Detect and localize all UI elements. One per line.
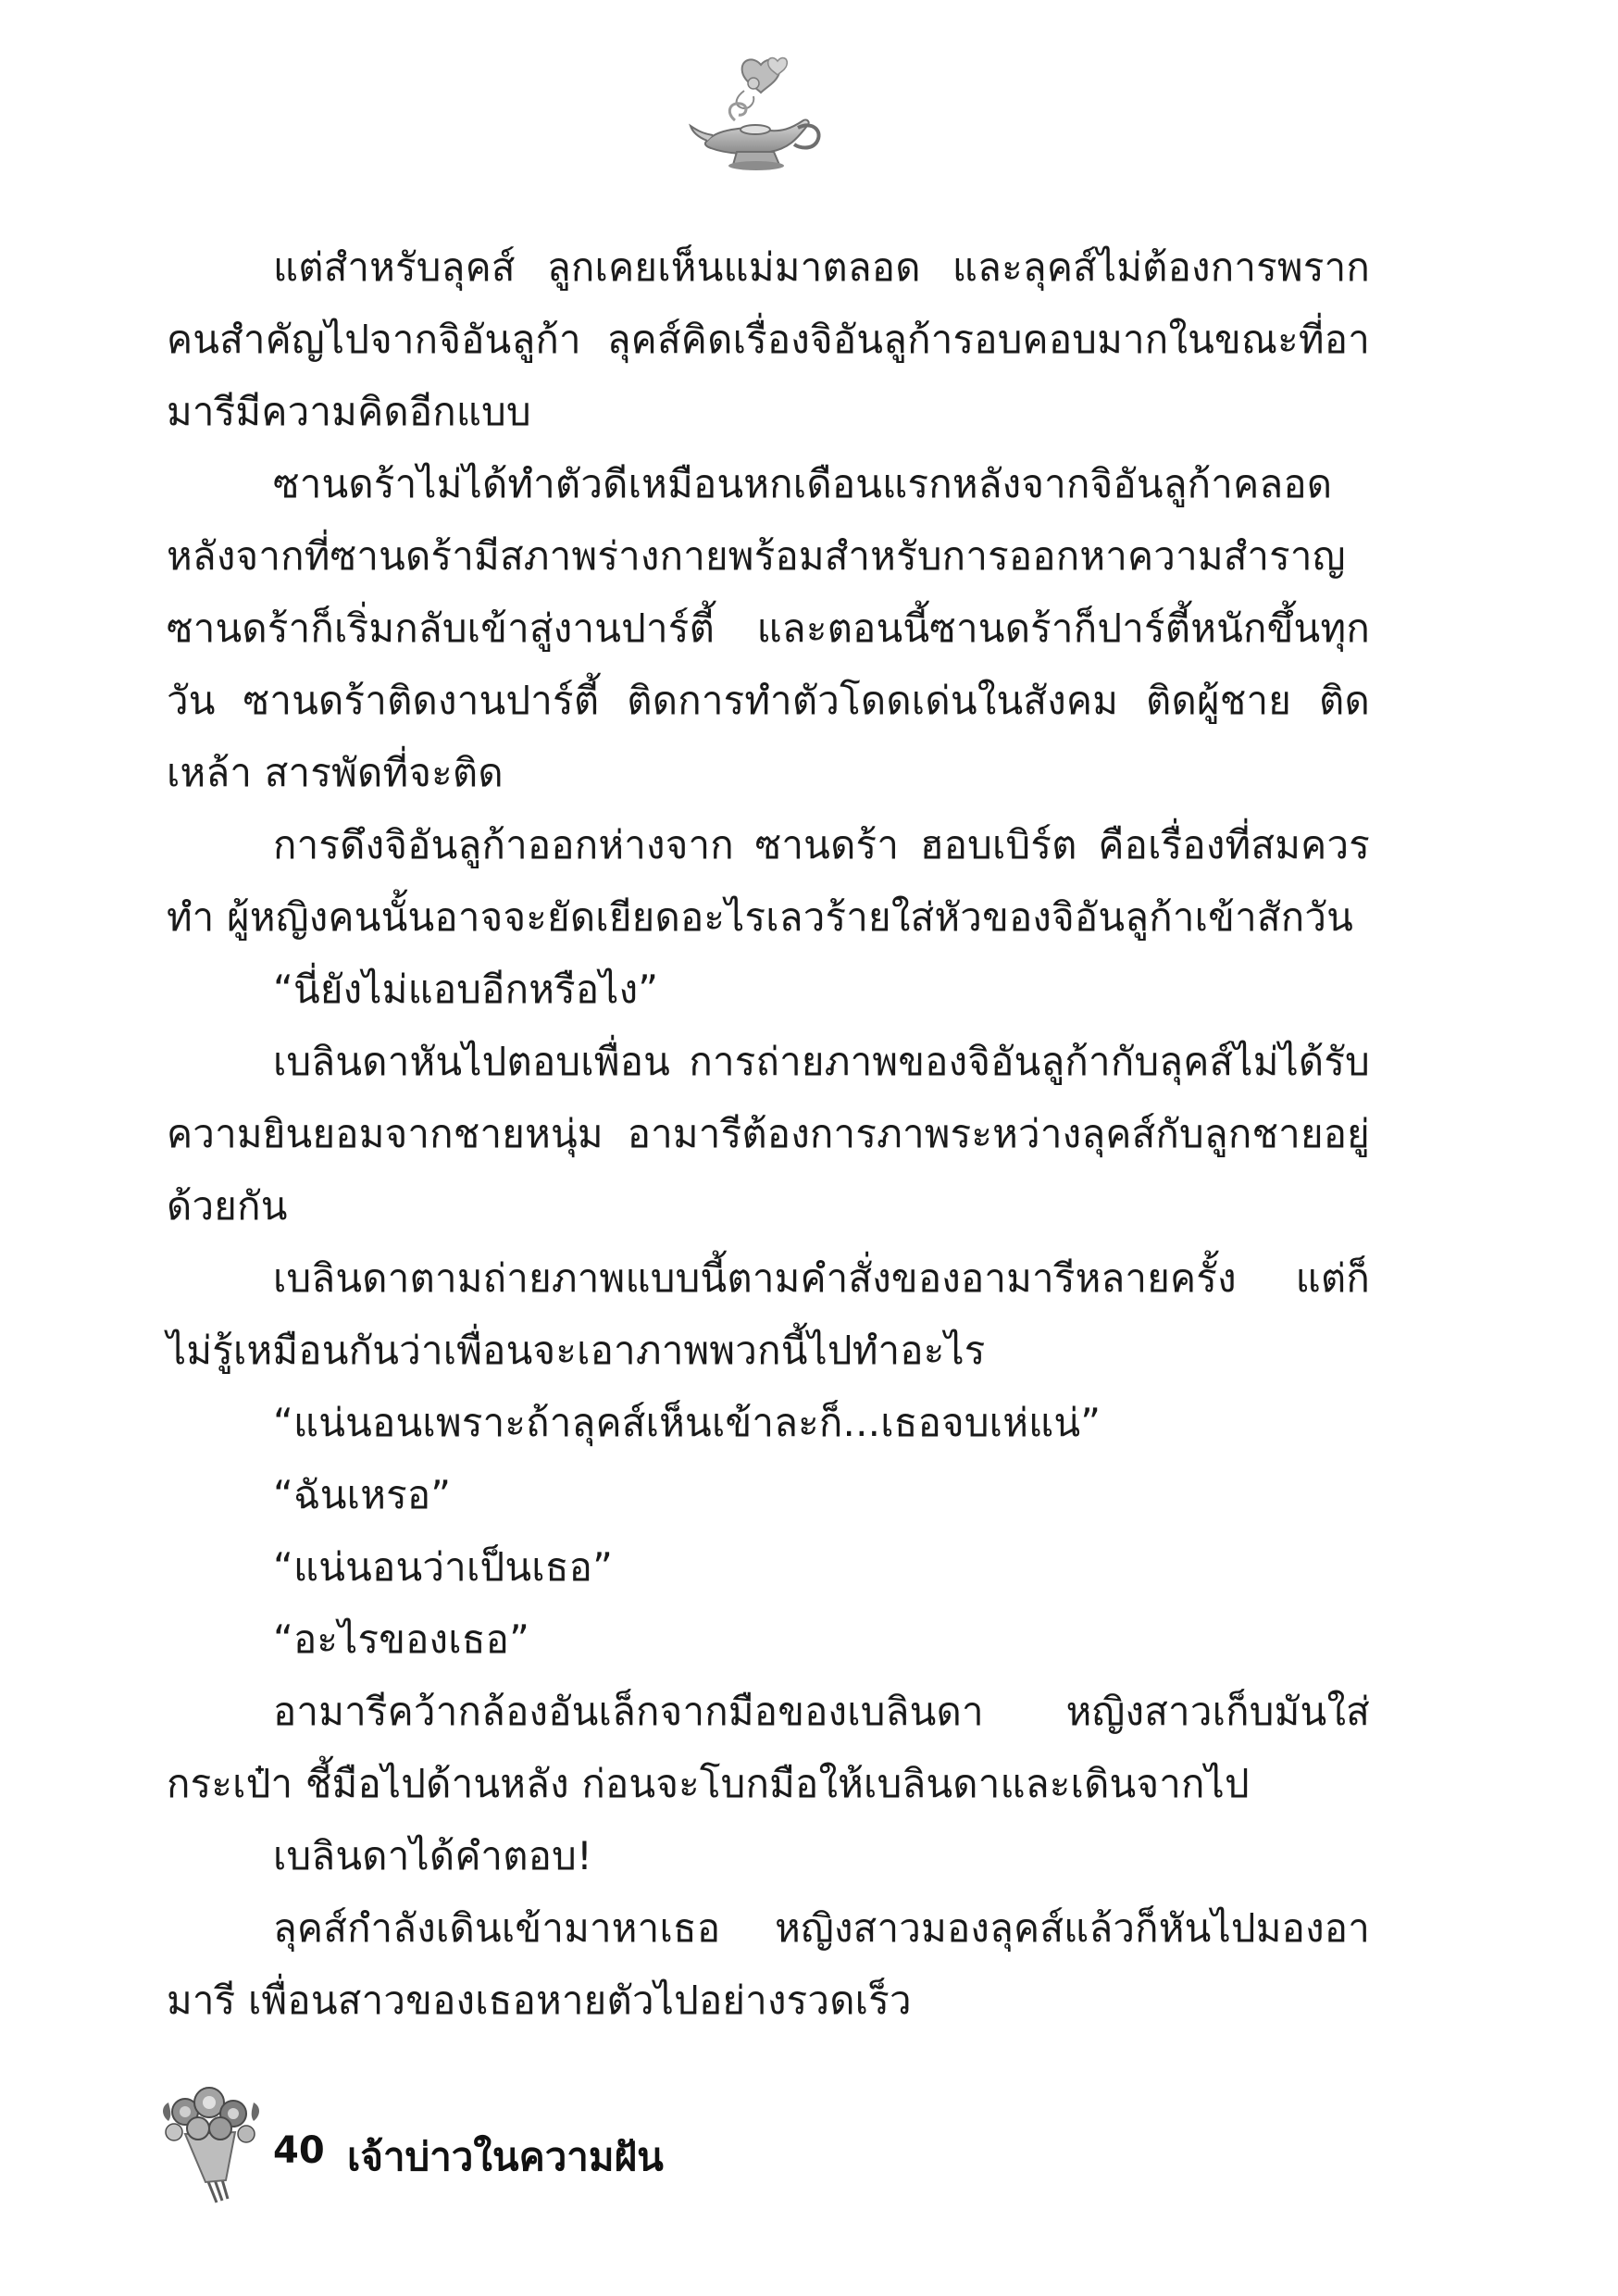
body-paragraph: ลุคส์กำลังเดินเข้ามาหาเธอ หญิงสาวมองลุคส์แล้วก็หันไปมองอามารี เพื่อนสาวของเธอหายตัวไปอย่างรวดเร็ว: [167, 1905, 1370, 2023]
genie-lamp-ornament-icon: [689, 56, 828, 176]
body-paragraph: แต่สำหรับลุคส์ ลูกเคยเห็นแม่มาตลอด และลุคส์ไม่ต้องการพรากคนสำคัญไปจากจิอันลูก้า ลุคส์คิดเรื่องจิอันลูก้ารอบคอบมากในขณะที่อามารีมีความคิดอีกแบบ: [167, 244, 1370, 434]
body-paragraph: เบลินดาหันไปตอบเพื่อน การถ่ายภาพของจิอันลูก้ากับลุคส์ไม่ได้รับความยินยอมจากชายหนุ่ม อามารีต้องการภาพระหว่างลุคส์กับลูกชายอยู่ด้วยกัน: [167, 1039, 1370, 1229]
book-title: เจ้าบ่าวในความฝัน: [347, 2134, 664, 2179]
body-paragraph: เบลินดาได้คำตอบ!: [273, 1833, 592, 1878]
dialogue-line: “ฉันเหรอ”: [273, 1472, 452, 1517]
flower-bouquet-icon: [157, 2078, 268, 2208]
dialogue-line: “นี่ยังไม่แอบอีกหรือไง”: [273, 967, 659, 1012]
page-body: [167, 231, 1370, 2037]
body-paragraph: การดึงจิอันลูก้าออกห่างจาก ซานดร้า ฮอบเบิร์ต คือเรื่องที่สมควรทำ ผู้หญิงคนนั้นอาจจะยัดเยียดอะไรเลวร้ายใส่หัวของจิอันลูก้าเข้าสักวัน: [167, 822, 1370, 940]
body-paragraph: เบลินดาตามถ่ายภาพแบบนี้ตามคำสั่งของอามารีหลายครั้ง แต่ก็ไม่รู้เหมือนกันว่าเพื่อนจะเอาภาพพวกนี้ไปทำอะไร: [167, 1255, 1370, 1373]
body-paragraph: ซานดร้าไม่ได้ทำตัวดีเหมือนหกเดือนแรกหลังจากจิอันลูก้าคลอด หลังจากที่ซานดร้ามีสภาพร่างกายพร้อมสำหรับการออกหาความสำราญ ซานดร้าก็เริ่มกลับเข้าสู่งานปาร์ตี้ และตอนนี้ซานดร้าก็ปาร์ตี้หนักขึ้นทุกวัน ซานดร้าติดงานปาร์ตี้ ติดการทำตัวโดดเด่นในสังคม ติดผู้ชาย ติดเหล้า สารพัดที่จะติด: [167, 461, 1370, 795]
dialogue-line: “อะไรของเธอ”: [273, 1616, 530, 1662]
dialogue-line: “แน่นอนว่าเป็นเธอ”: [273, 1544, 614, 1590]
dialogue-line: “แน่นอนเพราะถ้าลุคส์เห็นเข้าละก็...เธอจบเห่แน่”: [273, 1400, 1101, 1445]
body-paragraph: อามารีคว้ากล้องอันเล็กจากมือของเบลินดา หญิงสาวเก็บมันใส่กระเป๋า ชี้มือไปด้านหลัง ก่อนจะโบกมือให้เบลินดาและเดินจากไป: [167, 1689, 1370, 1806]
page-number: 40: [273, 2129, 325, 2172]
page-footer: [157, 2078, 805, 2208]
